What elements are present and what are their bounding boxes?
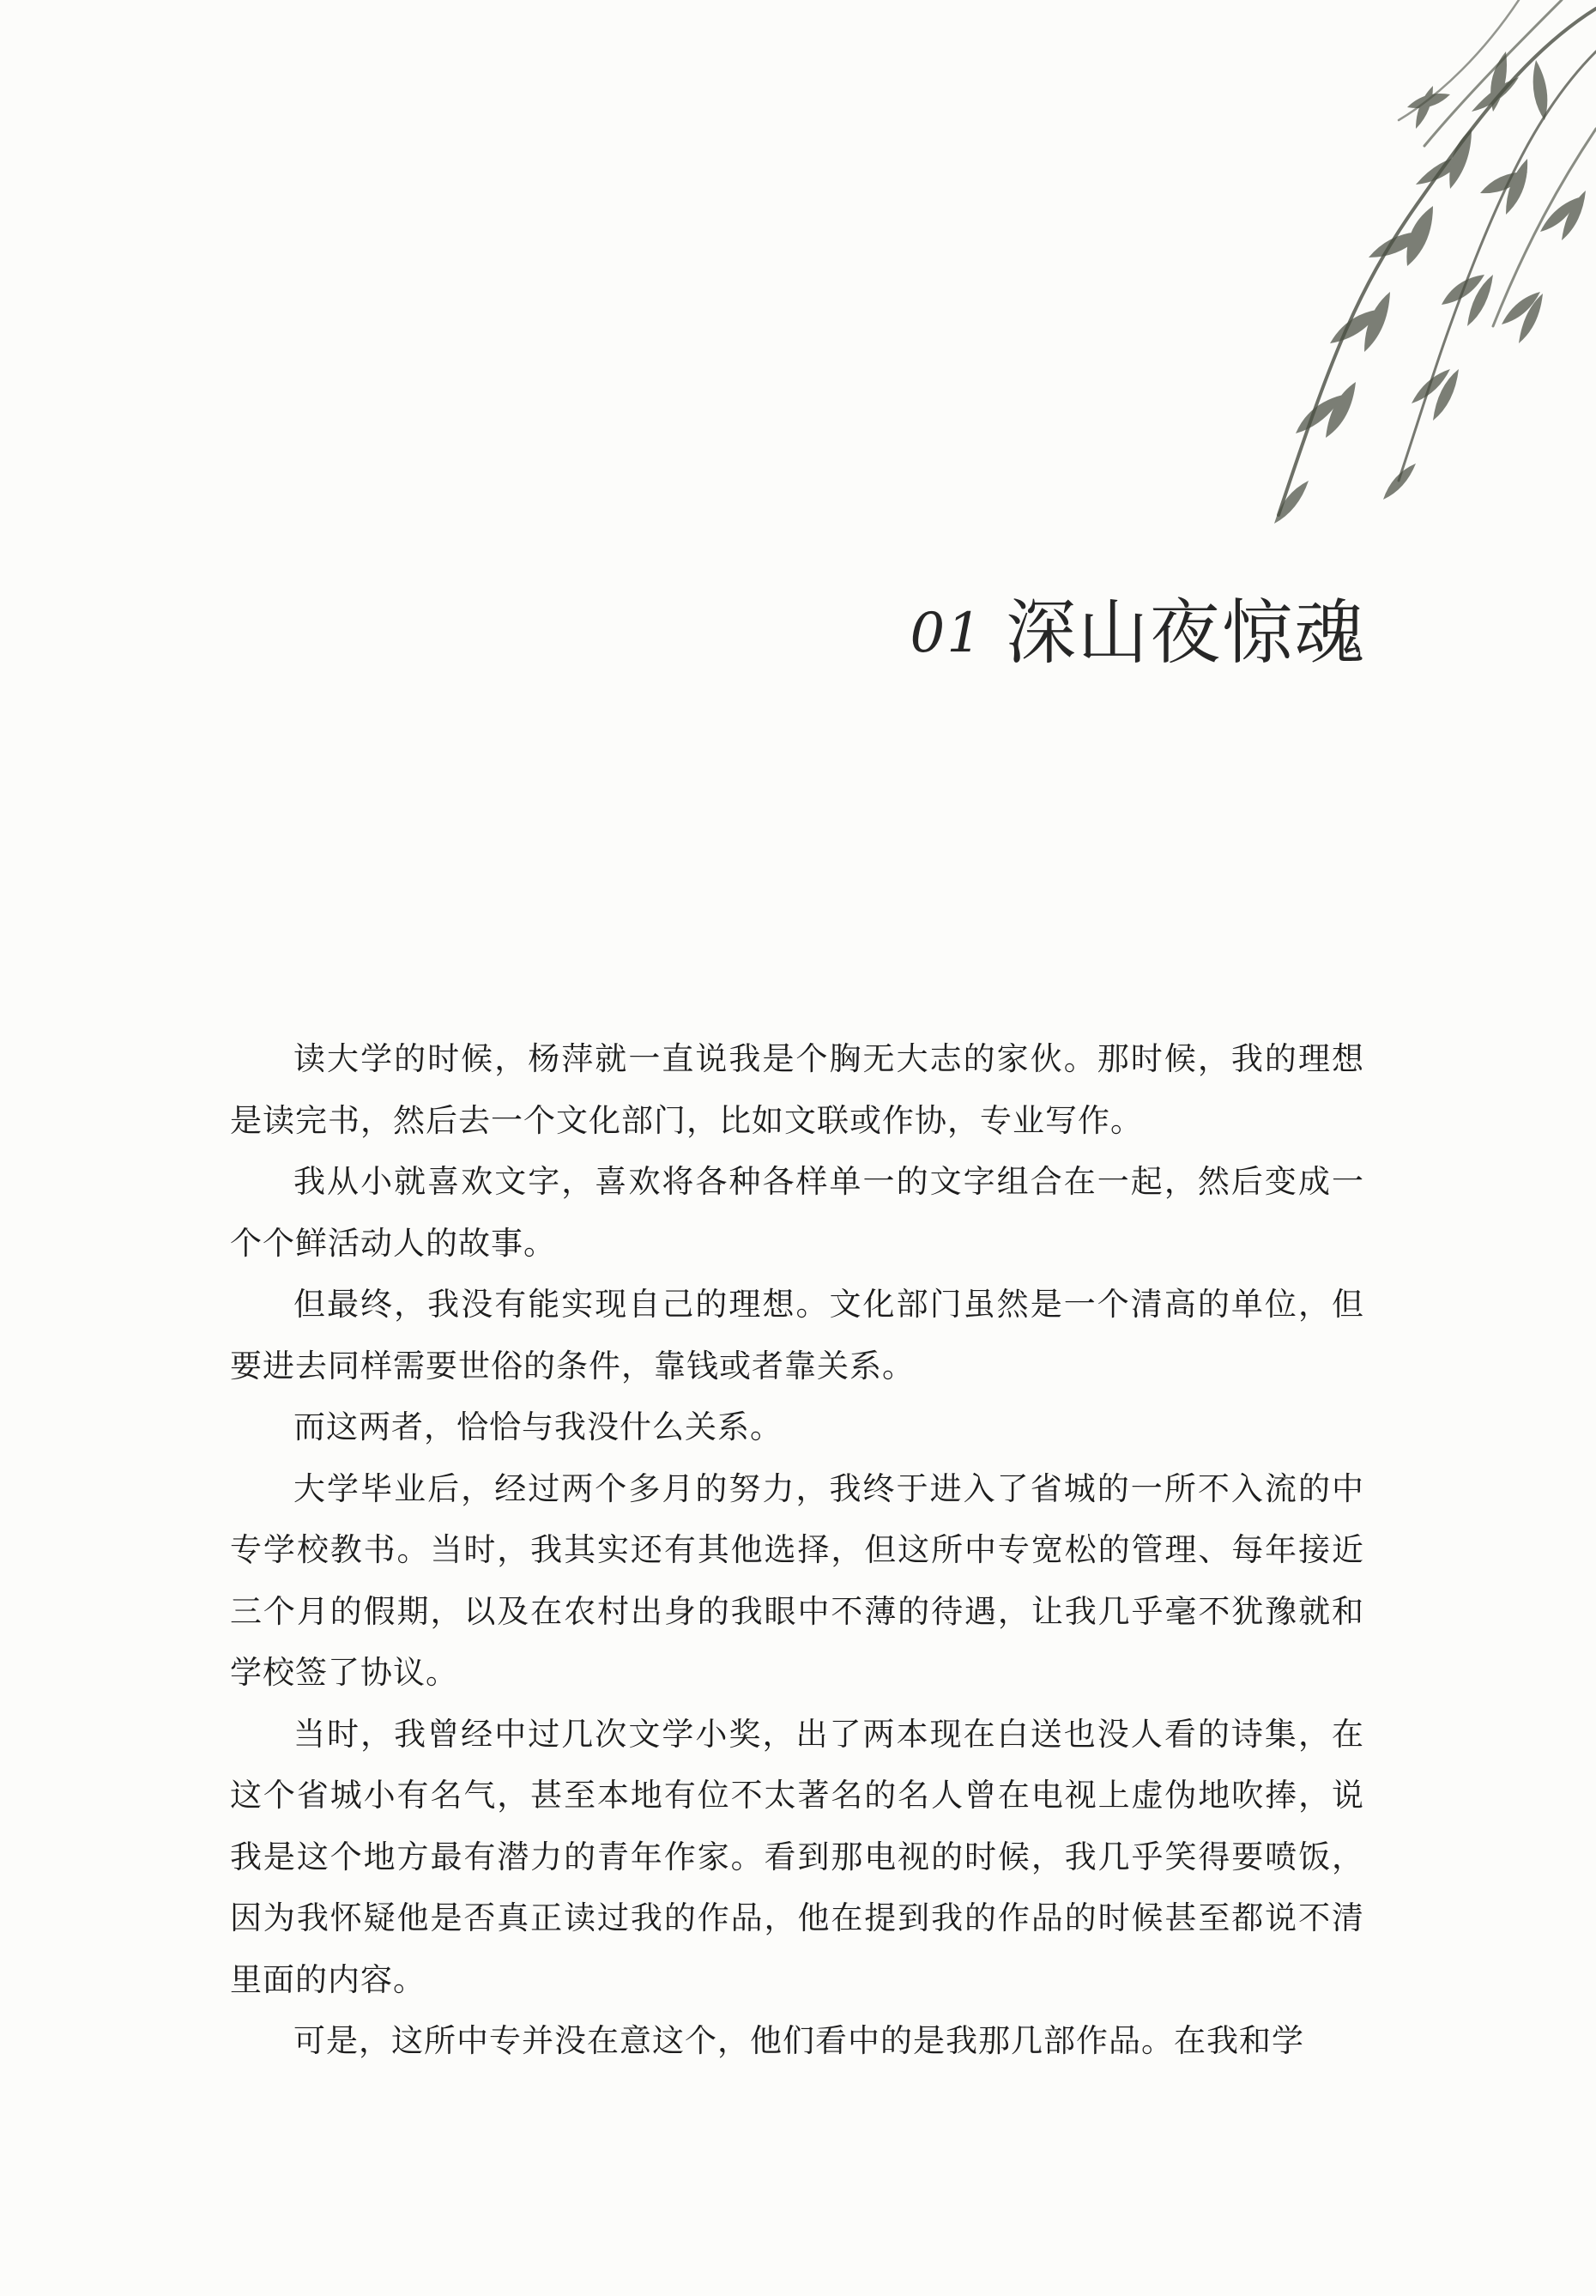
paragraph: 我从小就喜欢文字，喜欢将各种各样单一的文字组合在一起，然后变成一个个鲜活动人的故事。: [230, 1163, 1364, 1262]
paragraph: 而这两者，恰恰与我没什么关系。: [293, 1408, 783, 1445]
paragraph: 可是，这所中专并没在意这个，他们看中的是我那几部作品。在我和学: [293, 2022, 1304, 2059]
willow-branches-icon: [1115, 0, 1596, 549]
paragraph: 当时，我曾经中过几次文学小奖，出了两本现在白送也没人看的诗集，在这个省城小有名气，甚至本地有位不太著名的名人曾在电视上虚伪地吹捧，说我是这个地方最有潜力的青年作家。看到那电视的时候，我几乎笑得要喷饭，因为我怀疑他是否真正读过我的作品，他在提到我的作品的时候甚至都说不清里面的内容。: [230, 1715, 1364, 1998]
chapter-number: 01: [910, 601, 983, 665]
paragraph: 读大学的时候，杨萍就一直说我是个胸无大志的家伙。那时候，我的理想是读完书，然后去一个文化部门，比如文联或作协，专业写作。: [230, 1040, 1364, 1139]
chapter-title: [910, 591, 1366, 674]
paragraph: 但最终，我没有能实现自己的理想。文化部门虽然是一个清高的单位，但要进去同样需要世俗的条件，靠钱或者靠关系。: [230, 1286, 1364, 1384]
paragraph: 大学毕业后，经过两个多月的努力，我终于进入了省城的一所不入流的中专学校教书。当时，我其实还有其他选择，但这所中专宽松的管理、每年接近三个月的假期，以及在农村出身的我眼中不薄的待遇，让我几乎毫不犹豫就和学校签了协议。: [230, 1469, 1364, 1691]
chapter-title-text: 深山夜惊魂: [1005, 591, 1366, 674]
body-text: [230, 1028, 1364, 2072]
